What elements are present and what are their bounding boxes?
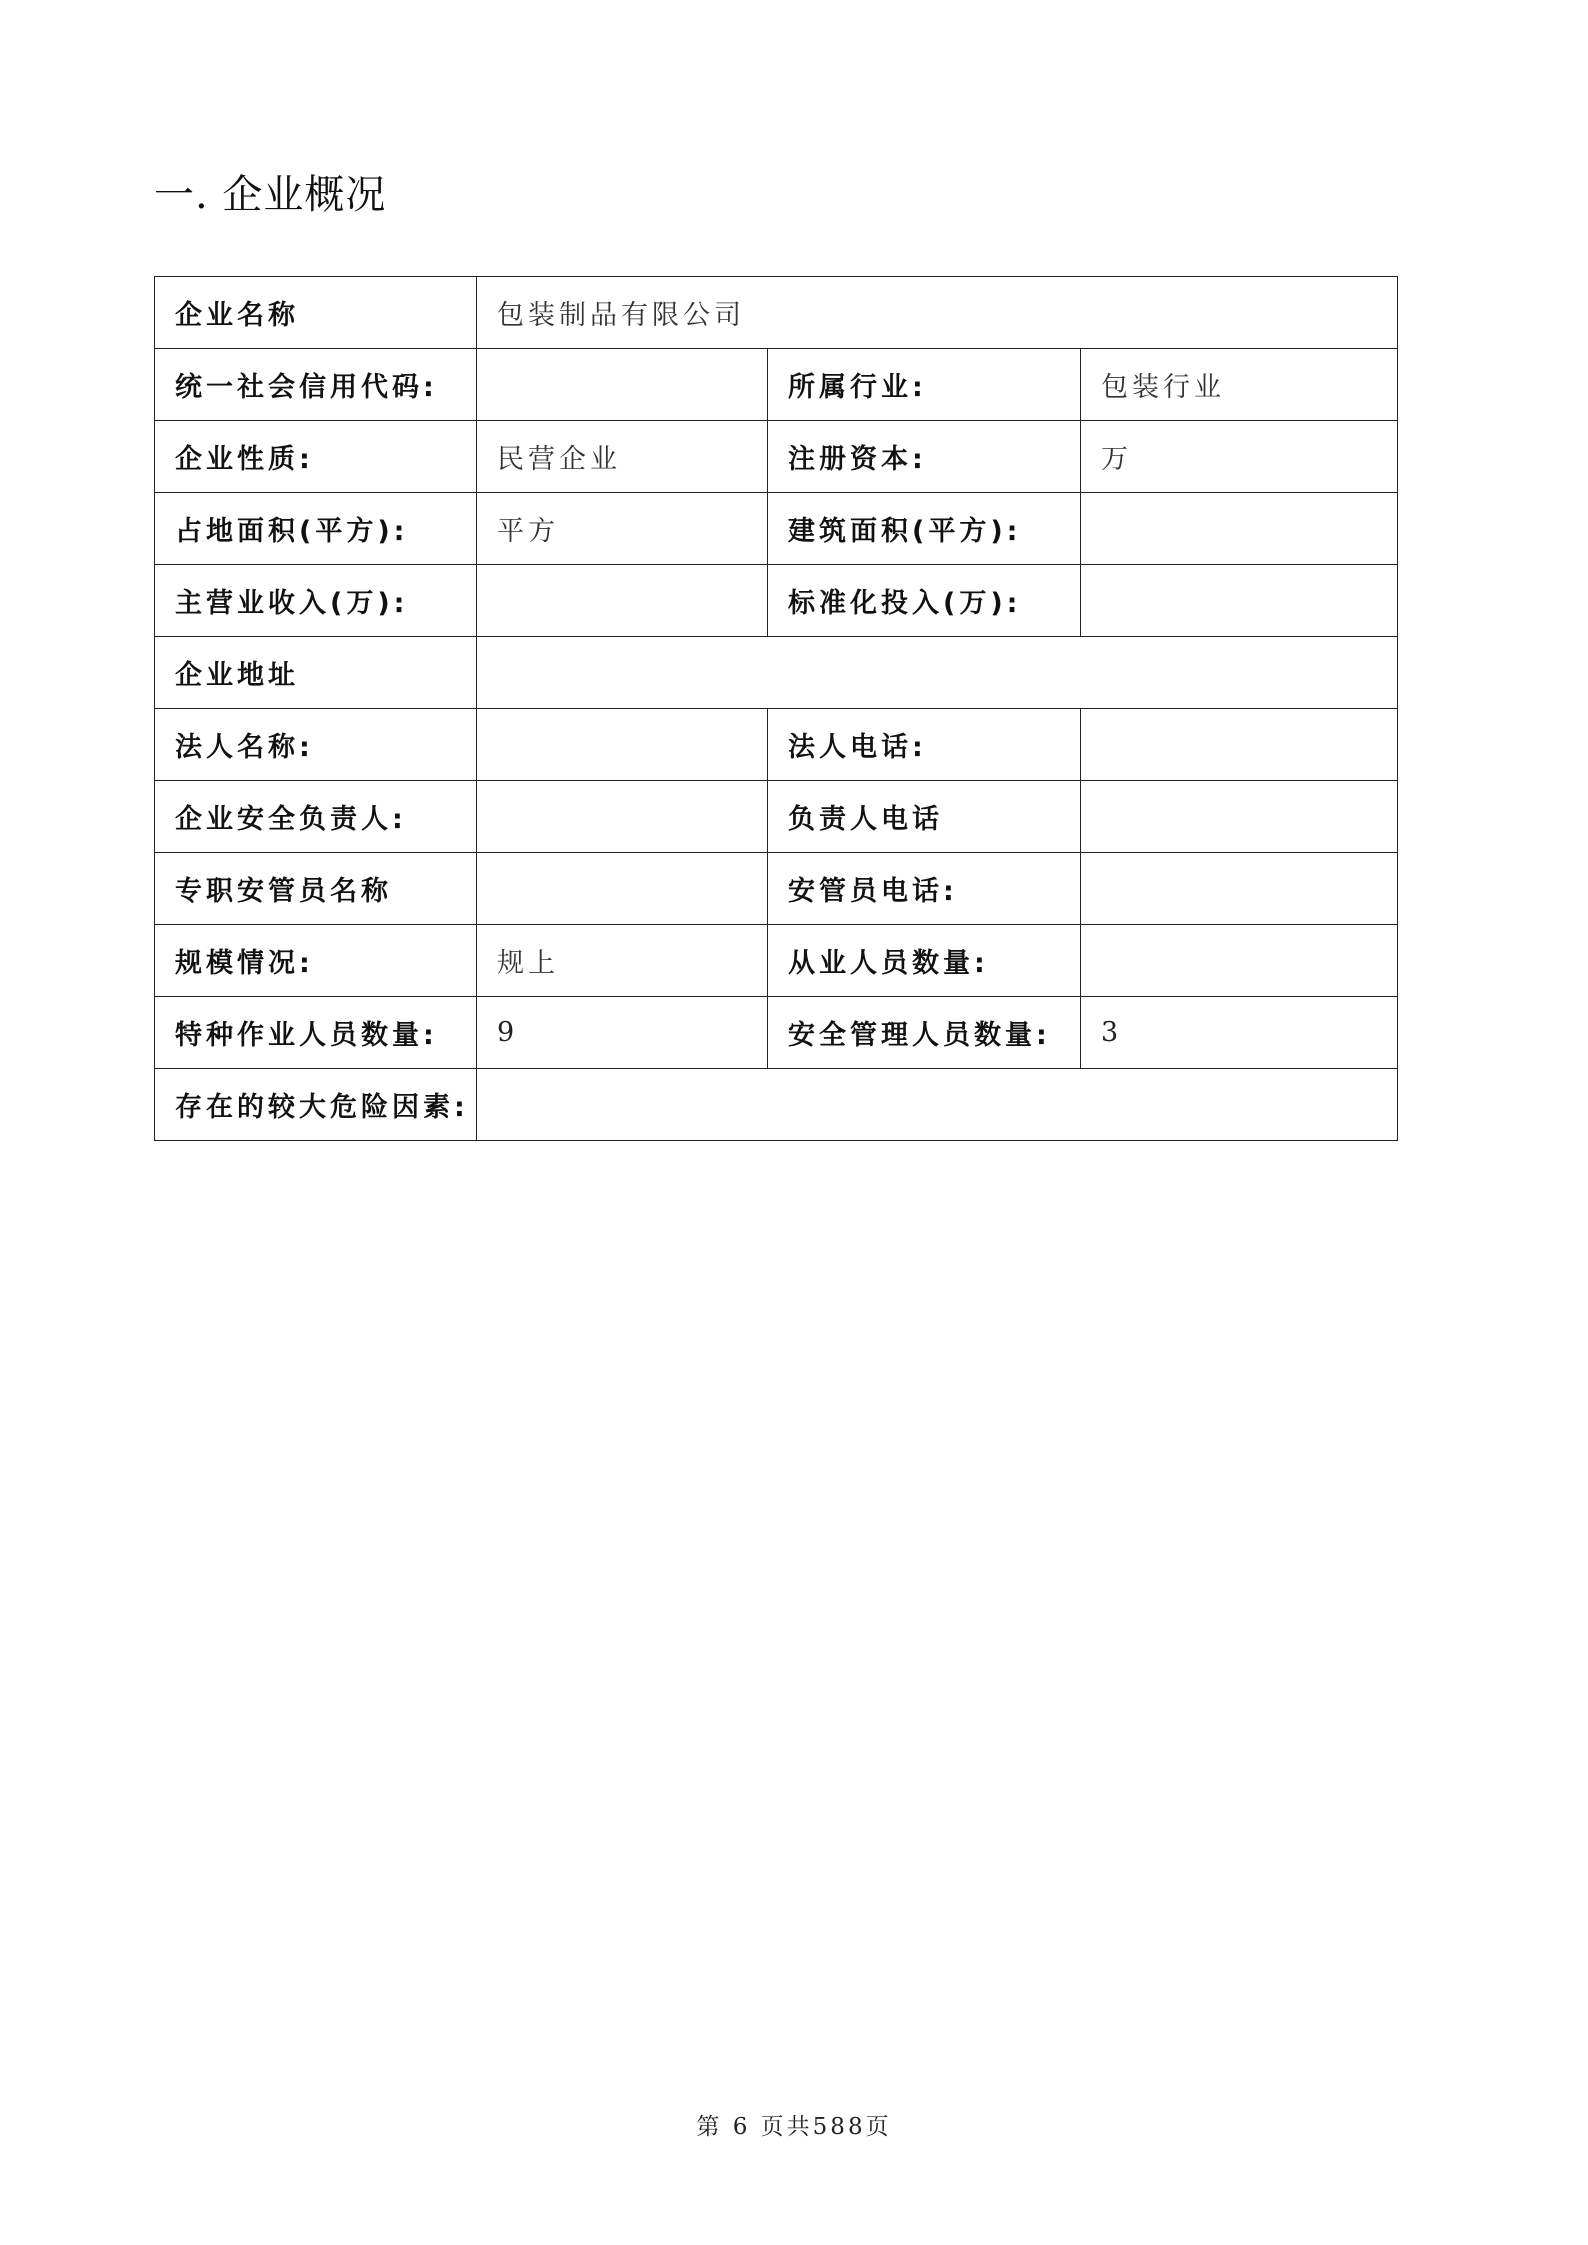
scale-value: 规上 bbox=[477, 925, 768, 997]
special-workers-value: 9 bbox=[477, 997, 768, 1069]
standardization-input-value bbox=[1081, 565, 1398, 637]
major-hazards-label: 存在的较大危险因素: bbox=[155, 1069, 477, 1141]
registered-capital-value: 万 bbox=[1081, 421, 1398, 493]
footer-prefix: 第 bbox=[696, 2114, 723, 2140]
page-footer bbox=[0, 2108, 1588, 2141]
address-value bbox=[477, 637, 1398, 709]
enterprise-name-label: 企业名称 bbox=[155, 277, 477, 349]
footer-total-pages: 588 bbox=[812, 2114, 866, 2140]
legal-phone-value bbox=[1081, 709, 1398, 781]
manager-phone-value bbox=[1081, 781, 1398, 853]
standardization-input-label: 标准化投入(万): bbox=[768, 565, 1081, 637]
table-row bbox=[155, 1069, 1398, 1141]
legal-phone-label: 法人电话: bbox=[768, 709, 1081, 781]
revenue-value bbox=[477, 565, 768, 637]
safety-officer-label: 专职安管员名称 bbox=[155, 853, 477, 925]
safety-officer-value bbox=[477, 853, 768, 925]
employee-count-value bbox=[1081, 925, 1398, 997]
table-row bbox=[155, 277, 1398, 349]
table-row bbox=[155, 925, 1398, 997]
legal-person-label: 法人名称: bbox=[155, 709, 477, 781]
major-hazards-value bbox=[477, 1069, 1398, 1141]
employee-count-label: 从业人员数量: bbox=[768, 925, 1081, 997]
enterprise-info-table bbox=[154, 276, 1398, 1141]
safety-staff-count-label: 安全管理人员数量: bbox=[768, 997, 1081, 1069]
credit-code-label: 统一社会信用代码: bbox=[155, 349, 477, 421]
industry-value: 包装行业 bbox=[1081, 349, 1398, 421]
building-area-label: 建筑面积(平方): bbox=[768, 493, 1081, 565]
table-row bbox=[155, 637, 1398, 709]
registered-capital-label: 注册资本: bbox=[768, 421, 1081, 493]
legal-person-value bbox=[477, 709, 768, 781]
table-row bbox=[155, 421, 1398, 493]
table-row bbox=[155, 709, 1398, 781]
address-label: 企业地址 bbox=[155, 637, 477, 709]
table-row bbox=[155, 349, 1398, 421]
enterprise-type-value: 民营企业 bbox=[477, 421, 768, 493]
land-area-value: 平方 bbox=[477, 493, 768, 565]
credit-code-value bbox=[477, 349, 768, 421]
enterprise-type-label: 企业性质: bbox=[155, 421, 477, 493]
manager-phone-label: 负责人电话 bbox=[768, 781, 1081, 853]
safety-manager-value bbox=[477, 781, 768, 853]
footer-middle: 页共 bbox=[760, 2114, 813, 2140]
industry-label: 所属行业: bbox=[768, 349, 1081, 421]
special-workers-label: 特种作业人员数量: bbox=[155, 997, 477, 1069]
table-row bbox=[155, 493, 1398, 565]
enterprise-name-value: 包装制品有限公司 bbox=[477, 277, 1398, 349]
table-row bbox=[155, 853, 1398, 925]
footer-page-number: 6 bbox=[732, 2114, 751, 2140]
officer-phone-label: 安管员电话: bbox=[768, 853, 1081, 925]
officer-phone-value bbox=[1081, 853, 1398, 925]
table-row bbox=[155, 781, 1398, 853]
section-heading: 一. 企业概况 bbox=[154, 172, 387, 218]
footer-suffix: 页 bbox=[865, 2114, 892, 2140]
land-area-label: 占地面积(平方): bbox=[155, 493, 477, 565]
table-row bbox=[155, 565, 1398, 637]
safety-manager-label: 企业安全负责人: bbox=[155, 781, 477, 853]
building-area-value bbox=[1081, 493, 1398, 565]
safety-staff-count-value: 3 bbox=[1081, 997, 1398, 1069]
table-row bbox=[155, 997, 1398, 1069]
revenue-label: 主营业收入(万): bbox=[155, 565, 477, 637]
scale-label: 规模情况: bbox=[155, 925, 477, 997]
